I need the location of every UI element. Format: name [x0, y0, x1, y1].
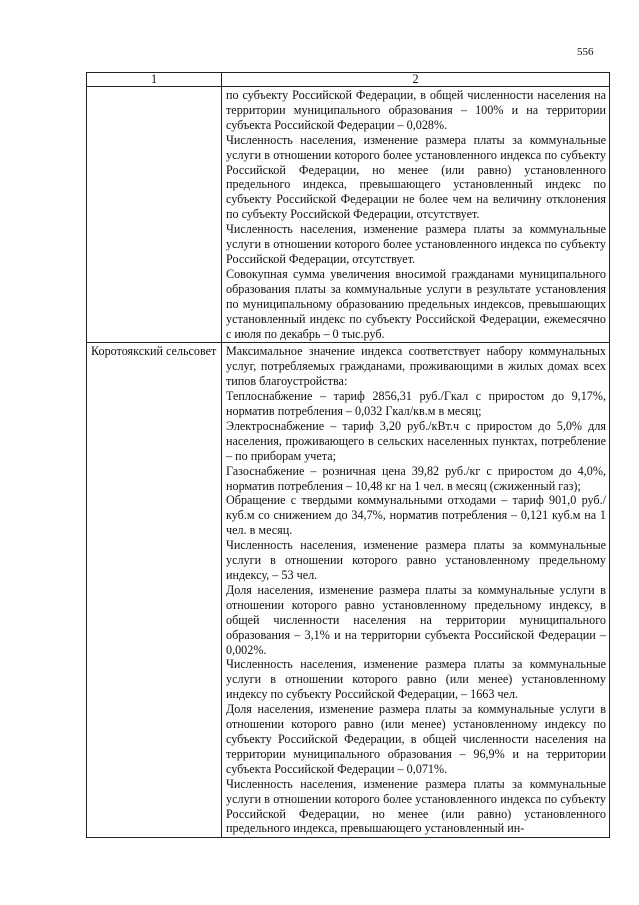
municipality-cell [87, 87, 222, 343]
paragraph: Доля населения, изменение размера платы за коммунальные услуги в отношении которого равно установленному предельному индексу, в общей численности населения на территории муниципального образования – 3,1% и на территории субъекта Российской Федерации – 0,002%. [226, 582, 606, 657]
paragraph: Численность населения, изменение размера платы за коммунальные услуги в отношении которого равно установленному предельному индексу, – 53 чел. [226, 538, 606, 582]
paragraph: Совокупная сумма увеличения вносимой гражданами муниципального образования платы за коммунальные услуги в результате установления по муниципальному образованию предельных индексов, превышающих установленный индекс по субъекту Российской Федерации, ежемесячно с июля по декабрь – 0 тыс.руб. [226, 266, 606, 341]
paragraph: Обращение с твердыми коммунальными отходами – тариф 901,0 руб./куб.м со снижением до 34,7%, норматив потребления – 0,121 куб.м на 1 чел. в месяц. [226, 493, 606, 538]
paragraph: Численность населения, изменение размера платы за коммунальные услуги в отношении которого равно (или менее) установленному индексу по субъекту Российской Федерации, – 1663 чел. [226, 657, 606, 702]
paragraph: Численность населения, изменение размера платы за коммунальные услуги в отношении которого более установленного индекса по субъекту Российской Федерации, но менее (или равно) установленного предельного индекса, превышающего установленный индекс по субъекту Российской Федерации не более чем на величину отклонения по субъекту Российской Федерации, отсутствует. [226, 132, 606, 222]
page-number: 556 [577, 46, 594, 58]
table-row [87, 343, 610, 838]
paragraph: Численность населения, изменение размера платы за коммунальные услуги в отношении которого более установленного индекса по субъекту Российской Федерации, но менее (или равно) установленного предельного индекса, превышающего установленный ин- [226, 776, 606, 836]
column-header-1: 1 [87, 73, 222, 87]
municipality-cell: Коротоякский сельсовет [87, 343, 222, 838]
table-row [87, 87, 610, 343]
paragraph: Электроснабжение – тариф 3,20 руб./кВт.ч с приростом до 5,0% для населения, проживающего в сельских населенных пунктах, потребление – по приборам учета; [226, 418, 606, 463]
paragraph: Теплоснабжение – тариф 2856,31 руб./Гкал с приростом до 9,17%, норматив потребления – 0,032 Гкал/кв.м в месяц; [226, 389, 606, 419]
paragraph: Максимальное значение индекса соответствует набору коммунальных услуг, потребляемых гражданами, проживающими в жилых домах всех типов благоустройства: [226, 344, 606, 389]
paragraph: Численность населения, изменение размера платы за коммунальные услуги в отношении которого более установленного индекса по субъекту Российской Федерации, отсутствует. [226, 222, 606, 266]
table-header-row [87, 73, 610, 87]
paragraph: по субъекту Российской Федерации, в общей численности населения на территории муниципального образования – 100% и на территории субъекта Российской Федерации – 0,028%. [226, 88, 606, 132]
paragraph: Доля населения, изменение размера платы за коммунальные услуги в отношении которого равно (или менее) установленному индексу по субъекту Российской Федерации, в общей численности населения на территории муниципального образования – 96,9% и на территории субъекта Российской Федерации – 0,071%. [226, 702, 606, 776]
paragraph: Газоснабжение – розничная цена 39,82 руб./кг с приростом до 4,0%, норматив потребления – 10,48 кг на 1 чел. в месяц (сжиженный газ); [226, 463, 606, 493]
description-cell [222, 343, 610, 838]
description-cell [222, 87, 610, 343]
column-header-2: 2 [222, 73, 610, 87]
document-table [86, 72, 610, 838]
